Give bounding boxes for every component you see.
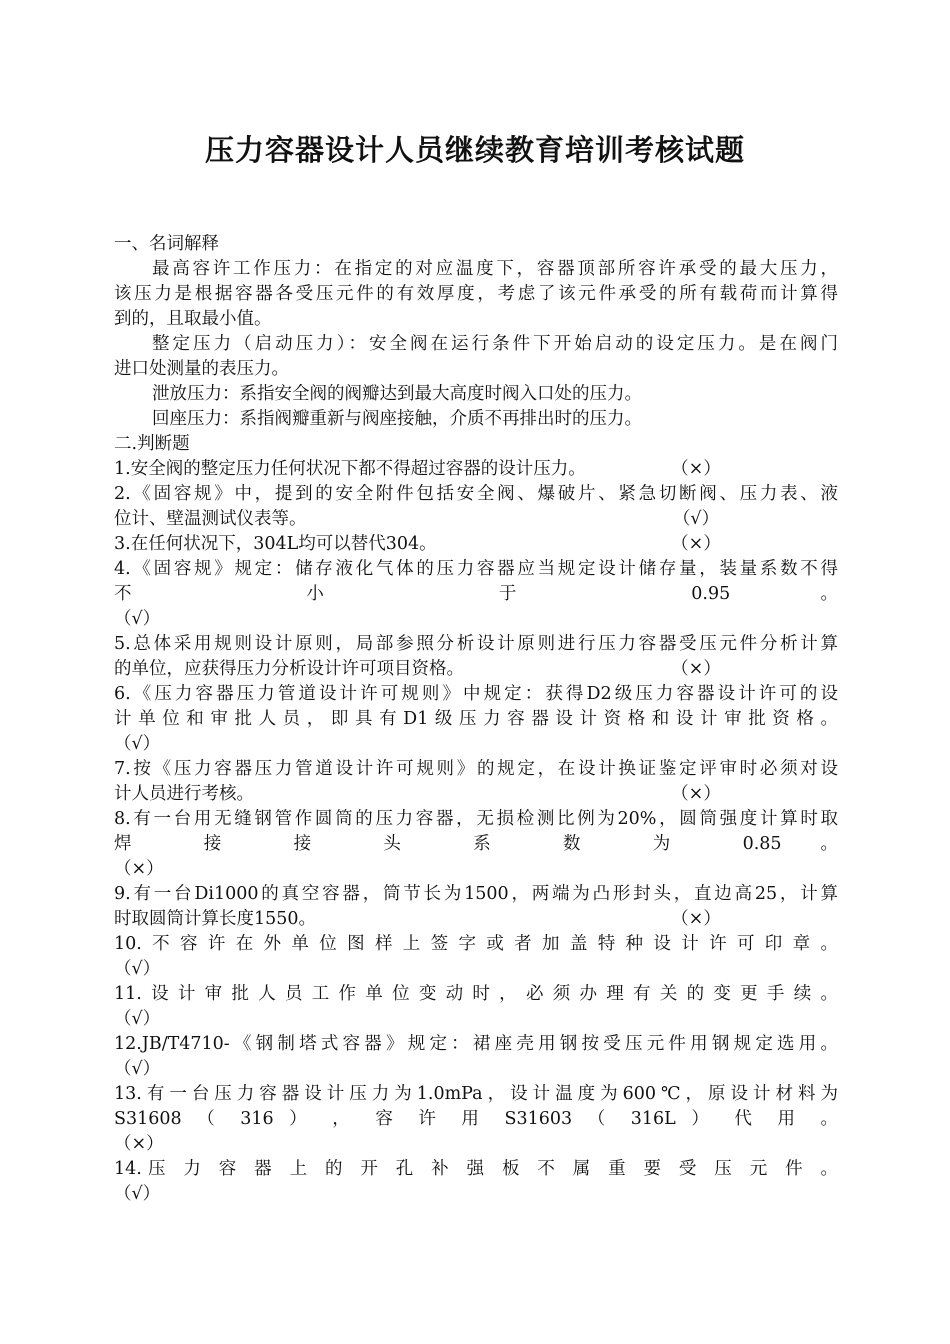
question-item bbox=[114, 657, 838, 682]
question-text: 12.JB/T4710-《钢制塔式容器》规定：裙座壳用钢按受压元件用钢规定选用。 bbox=[114, 1034, 838, 1054]
question-item bbox=[114, 507, 838, 532]
answer-mark: （√） bbox=[114, 609, 161, 629]
question-text: 11.设计审批人员工作单位变动时，必须办理有关的变更手续。 bbox=[114, 984, 838, 1004]
question-text: 计人员进行考核。 bbox=[114, 784, 254, 804]
question-text: 13.有一台压力容器设计压力为1.0mPa，设计温度为600℃，原设计材料为 bbox=[114, 1084, 838, 1104]
question-item bbox=[114, 907, 838, 932]
question-text: 3.在任何状况下，304L均可以替代304。 bbox=[114, 534, 437, 554]
answer-mark: （×） bbox=[114, 1134, 164, 1154]
section-heading-definitions: 一、名词解释 bbox=[114, 234, 219, 254]
question-text: 14.压 力 容 器 上 的 开 孔 补 强 板 不 属 重 要 受 压 元 件 。 bbox=[114, 1159, 838, 1179]
answer-mark: （√） bbox=[114, 1059, 161, 1079]
question-text: 1.安全阀的整定压力任何状况下都不得超过容器的设计压力。 bbox=[114, 459, 586, 479]
question-text: 4.《固容规》规定：储存液化气体的压力容器应当规定设计储存量，装量系数不得 bbox=[114, 559, 838, 579]
question-text: 时取圆筒计算长度1550。 bbox=[114, 909, 317, 929]
question-item bbox=[114, 782, 838, 807]
question-text: 7.按《压力容器压力管道设计许可规则》的规定，在设计换证鉴定评审时必须对设 bbox=[114, 759, 838, 779]
definition-line: 最高容许工作压力：在指定的对应温度下，容器顶部所容许承受的最大压力， bbox=[152, 259, 838, 279]
definition-line: 进口处测量的表压力。 bbox=[114, 359, 289, 379]
answer-mark: （×） bbox=[114, 859, 164, 879]
answer-mark: （√） bbox=[114, 734, 161, 754]
question-text: 的单位，应获得压力分析设计许可项目资格。 bbox=[114, 659, 464, 679]
definition-line: 到的，且取最小值。 bbox=[114, 309, 272, 329]
question-item bbox=[114, 457, 838, 482]
question-text: 计单位和审批人员，即具有D1级压力容器设计资格和设计审批资格。 bbox=[114, 709, 838, 729]
question-text: S31608 （ 316 ） ， 容 许 用 S31603 （ 316L ） 代 用 。 bbox=[114, 1109, 838, 1129]
page-title: 压力容器设计人员继续教育培训考核试题 bbox=[204, 133, 745, 167]
answer-mark: （√） bbox=[114, 959, 161, 979]
answer-mark: （×） bbox=[671, 659, 721, 679]
answer-mark: （√） bbox=[114, 1009, 161, 1029]
question-text: 10.不容许在外单位图样上签字或者加盖特种设计许可印章。 bbox=[114, 934, 838, 954]
definition-line: 泄放压力：系指安全阀的阀瓣达到最大高度时阀入口处的压力。 bbox=[152, 384, 642, 404]
question-text: 8.有一台用无缝钢管作圆筒的压力容器，无损检测比例为20%，圆筒强度计算时取 bbox=[114, 809, 838, 829]
question-text: 5.总体采用规则设计原则，局部参照分析设计原则进行压力容器受压元件分析计算 bbox=[114, 634, 838, 654]
answer-mark: （×） bbox=[671, 459, 721, 479]
answer-mark: （√） bbox=[114, 1184, 161, 1204]
question-text: 不 小 于 0.95 。 bbox=[114, 584, 838, 604]
definition-line: 回座压力：系指阀瓣重新与阀座接触，介质不再排出时的压力。 bbox=[152, 409, 642, 429]
question-item bbox=[114, 532, 838, 557]
question-text: 位计、壁温测试仪表等。 bbox=[114, 509, 307, 529]
answer-mark: （×） bbox=[671, 534, 721, 554]
section-heading-judgement: 二.判断题 bbox=[114, 434, 190, 454]
question-text: 2.《固容规》中，提到的安全附件包括安全阀、爆破片、紧急切断阀、压力表、液 bbox=[114, 484, 838, 504]
definition-line: 整定压力（启动压力）：安全阀在运行条件下开始启动的设定压力。是在阀门 bbox=[152, 334, 838, 354]
definition-line: 该压力是根据容器各受压元件的有效厚度，考虑了该元件承受的所有载荷而计算得 bbox=[114, 284, 838, 304]
answer-mark: （×） bbox=[671, 909, 721, 929]
question-text: 焊 接 接 头 系 数 为 0.85 。 bbox=[114, 834, 838, 854]
question-text: 9.有一台Di1000的真空容器，筒节长为1500，两端为凸形封头，直边高25，计算 bbox=[114, 884, 838, 904]
answer-mark: （×） bbox=[671, 784, 721, 804]
answer-mark: （√） bbox=[672, 509, 720, 529]
question-text: 6.《压力容器压力管道设计许可规则》中规定：获得D2级压力容器设计许可的设 bbox=[114, 684, 838, 704]
